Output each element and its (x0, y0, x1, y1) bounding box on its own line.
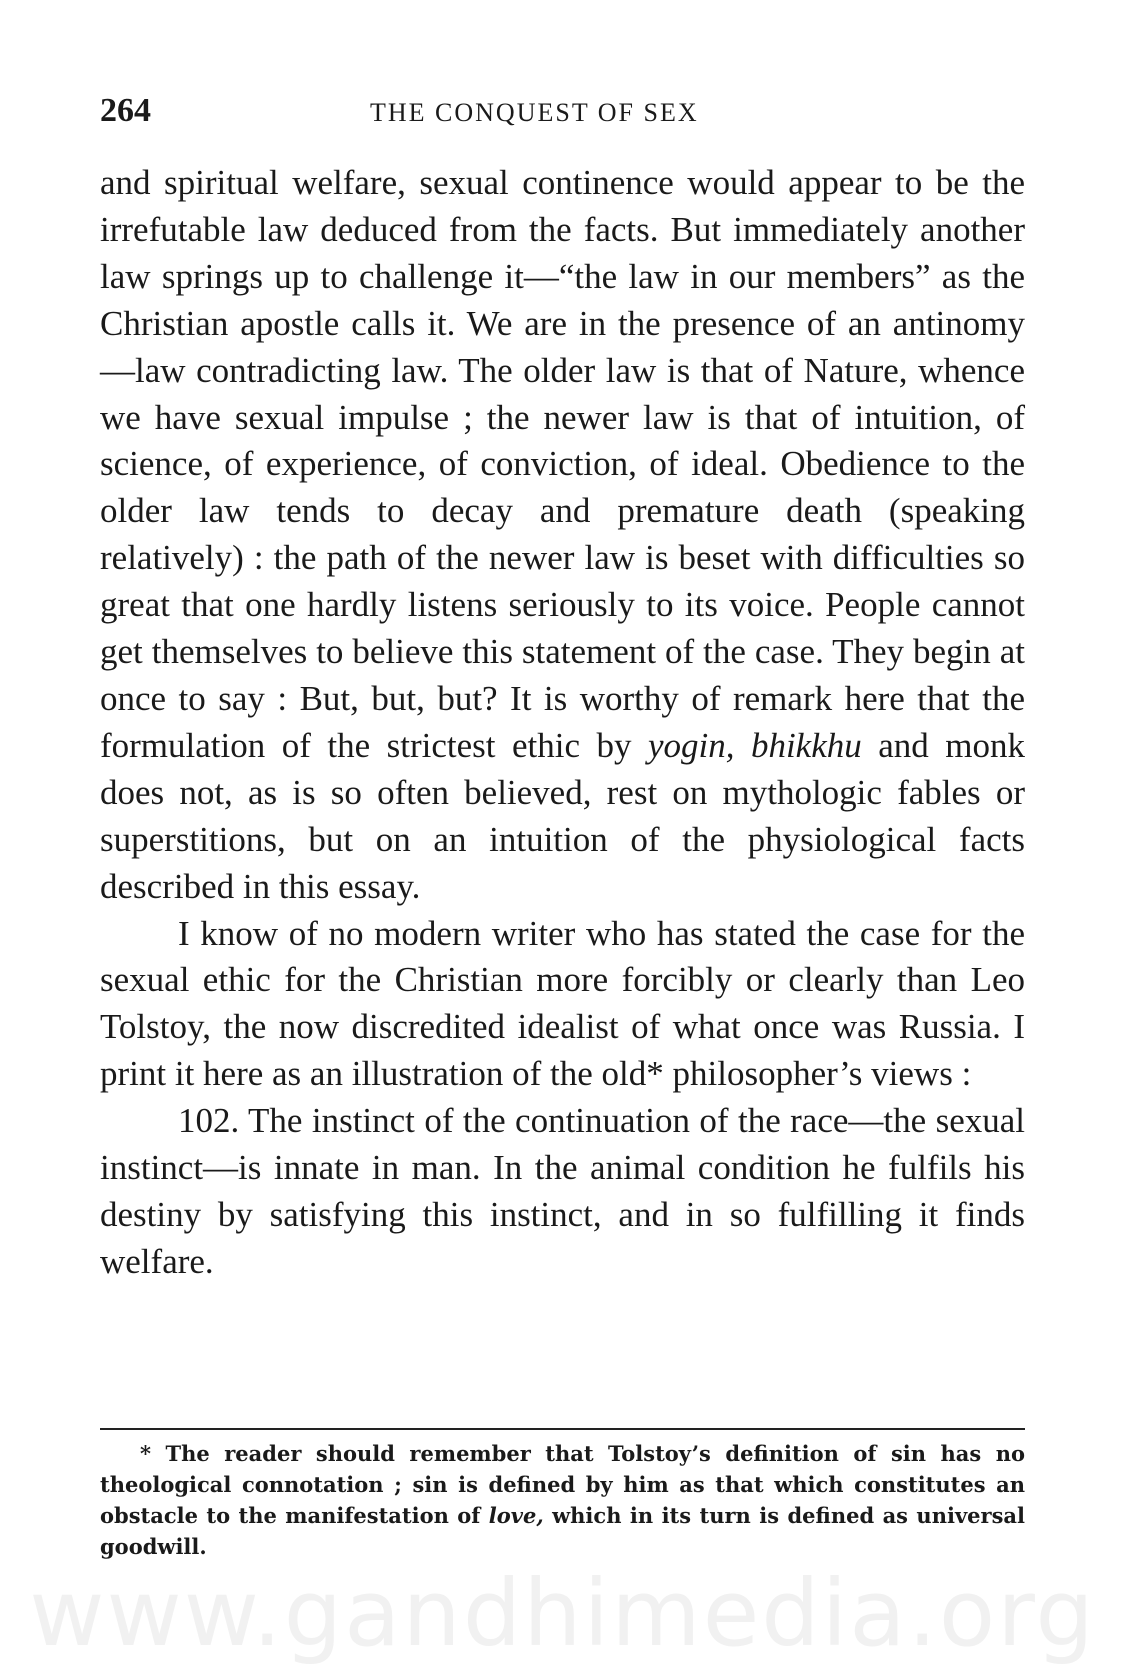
paragraph-1-text-b: and monk does not, as is so often believed, rest on mythologic fables or superstitions, but on an intuition of the physiological facts described in this essay. (100, 725, 1025, 906)
paragraph-1 (100, 160, 1025, 911)
footnote-text-b: which in its turn is defined as universal goodwill. (100, 1503, 1025, 1559)
paragraph-2: I know of no modern writer who has stated the case for the sexual ethic for the Christian more forcibly or clearly than Leo Tolstoy, the now discredited idealist of what once was Russia. I print it here as an illustration of the old* philosopher’s views : (100, 913, 1025, 1094)
running-head (100, 92, 1025, 132)
paragraph-3: 102. The instinct of the continuation of the race—the sexual instinct—is innate in man. In the animal condition he fulfils his destiny by satisfying this instinct, and in so fulfilling it finds welfare. (100, 1101, 1025, 1281)
body-text (100, 160, 1025, 1286)
footnote-italic: love, (488, 1503, 544, 1528)
paragraph-1-text-a: and spiritual welfare, sexual continence would appear to be the irrefutable law deduced from the facts. But immediately another law springs up to challenge it—“the law in our members” as the Christian apostle calls it. We are in the presence of an antinomy—law contradicting law. The older law is that of Nature, whence we have sexual impulse ; the newer law is that of intuition, of science, of experience, of conviction, of ideal. Obedience to the older law tends to decay and premature death (speaking relatively) : the path of the newer law is beset with difficulties so great that one hardly listens seriously to its voice. People cannot get themselves to believe this statement of the case. They begin at once to say : But, but, but? It is worthy of remark here that the formulation of the strictest ethic by (100, 163, 1025, 765)
running-title: THE CONQUEST OF SEX (370, 98, 699, 127)
paragraph-1-italic: yogin, bhikkhu (647, 725, 862, 765)
footnote-divider (100, 1428, 1025, 1430)
page-number: 264 (100, 92, 151, 129)
watermark: www.gandhimedia.org (29, 1560, 1096, 1667)
footnote-text-a: * The reader should remember that Tolstoy’s definition of sin has no theological connotation ; sin is defined by him as that which constitutes an obstacle to the manifestation of (100, 1441, 1025, 1528)
footnote-text (100, 1438, 1025, 1562)
footnote (100, 1438, 1025, 1562)
